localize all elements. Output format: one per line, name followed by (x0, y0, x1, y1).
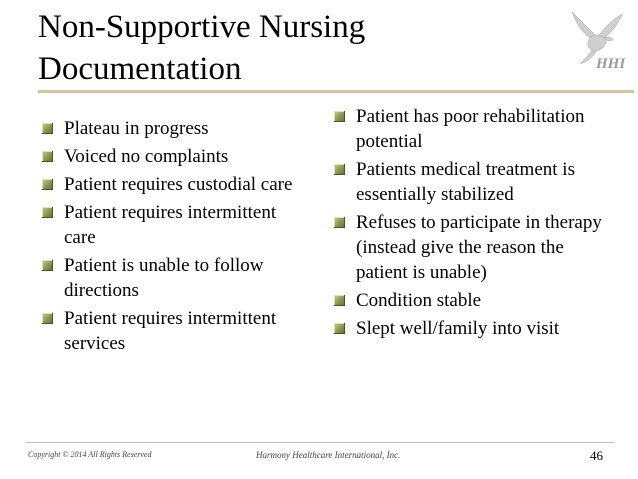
page-number: 46 (590, 448, 603, 463)
square-bullet-icon (42, 313, 53, 324)
title-divider (38, 90, 634, 93)
list-item (334, 288, 604, 313)
list-item-text: Condition stable (356, 290, 482, 311)
square-bullet-icon (42, 151, 53, 162)
slide-title-line-2: Documentation (38, 51, 242, 87)
square-bullet-icon (334, 323, 345, 334)
list-item-text: Voiced no complaints (64, 146, 229, 167)
square-bullet-icon (42, 123, 53, 134)
square-bullet-icon (334, 295, 345, 306)
list-item-text: Slept well/family into visit (356, 318, 560, 339)
list-item-text: Patient requires intermittent care (64, 202, 277, 248)
list-item (42, 116, 312, 141)
square-bullet-icon (334, 111, 345, 122)
list-item (334, 316, 604, 341)
footer-copyright: Copyright © 2014 All Rights Reserved (28, 450, 152, 459)
slide-title (38, 6, 558, 90)
list-item (334, 104, 604, 154)
list-item (334, 210, 604, 285)
right-bullet-list (334, 104, 604, 344)
list-item-text: Patient is unable to follow directions (64, 255, 264, 301)
list-item (42, 172, 312, 197)
list-item (42, 200, 312, 250)
slide-title-line-1: Non-Supportive Nursing (38, 9, 366, 45)
list-item-text: Patient requires intermittent services (64, 308, 277, 354)
footer-organization: Harmony Healthcare International, Inc. (256, 450, 401, 460)
square-bullet-icon (42, 260, 53, 271)
hhi-dove-logo (566, 10, 626, 72)
square-bullet-icon (42, 207, 53, 218)
list-item (42, 253, 312, 303)
square-bullet-icon (334, 164, 345, 175)
square-bullet-icon (334, 217, 345, 228)
list-item-text: Refuses to participate in therapy (instead give the reason the patient is unable) (356, 212, 602, 283)
list-item-text: Patient requires custodial care (64, 174, 293, 195)
left-bullet-list (42, 116, 312, 359)
logo-text: HHI (596, 56, 626, 72)
list-item-text: Plateau in progress (64, 118, 209, 139)
list-item (334, 157, 604, 207)
list-item (42, 144, 312, 169)
list-item-text: Patient has poor rehabilitation potential (356, 106, 585, 152)
footer-divider (26, 442, 614, 443)
list-item-text: Patients medical treatment is essentially stabilized (356, 159, 575, 205)
list-item (42, 306, 312, 356)
square-bullet-icon (42, 179, 53, 190)
